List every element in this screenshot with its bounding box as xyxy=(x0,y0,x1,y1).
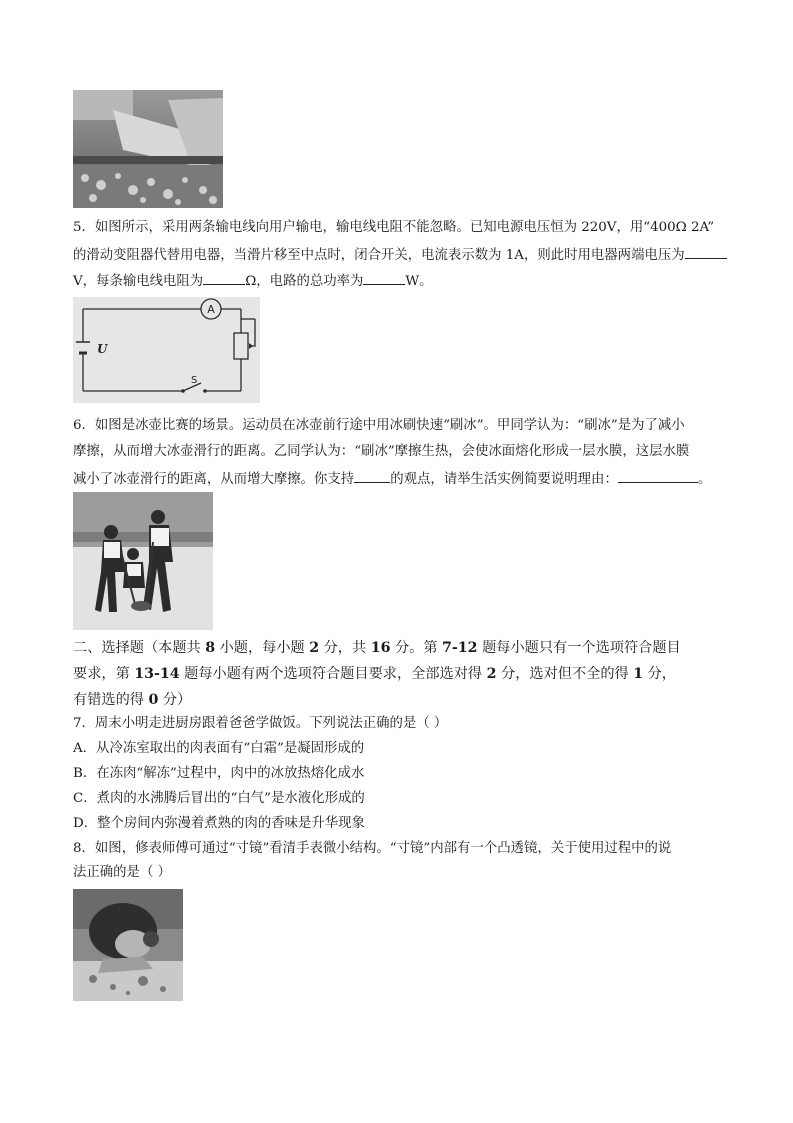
curling-photo xyxy=(73,492,213,630)
answer-blank-reason[interactable] xyxy=(618,468,698,483)
s2-text: 题每小题有两个选项符合题目要求，全部选对得 xyxy=(179,666,487,682)
answer-blank-power[interactable] xyxy=(363,270,405,285)
q6-line-3b: 的观点，请举生活实例简要说明理由： xyxy=(390,472,618,487)
s2-num: 0 xyxy=(148,692,159,708)
s2-text: 题每小题只有一个选项符合题目 xyxy=(477,640,681,656)
q5-line-3a: V，每条输电线电阻为 xyxy=(73,274,204,289)
q7-option-d[interactable]: D．整个房间内弥漫着煮熟的肉的香味是升华现象 xyxy=(73,816,365,831)
watchmaker-photo-graphic xyxy=(73,889,183,1001)
answer-blank-voltage[interactable] xyxy=(685,244,727,259)
q5-line-3b: Ω，电路的总功率为 xyxy=(245,274,364,289)
q6-line-3c: 。 xyxy=(697,472,712,487)
s2-text: 分。第 xyxy=(390,640,443,656)
s2-text: 分，共 xyxy=(319,640,371,656)
circuit-diagram xyxy=(73,297,260,403)
q5-line-3 xyxy=(73,270,433,292)
chopping-photo xyxy=(73,90,223,208)
q7-stem: 7．周末小明走进厨房跟着爸爸学做饭。下列说法正确的是（ ） xyxy=(73,716,448,731)
s2-num: 1 xyxy=(633,666,644,682)
q7-option-a[interactable]: A．从冷冻室取出的肉表面有“白霜”是凝固形成的 xyxy=(73,741,365,756)
q6-line-3 xyxy=(73,468,711,490)
s2-text: 二、选择题（本题共 xyxy=(73,640,206,656)
s2-text: 分） xyxy=(158,692,192,708)
s2-num: 2 xyxy=(486,666,497,682)
q7-option-b[interactable]: B．在冻肉“解冻”过程中，肉中的冰放热熔化成水 xyxy=(73,766,365,781)
s2-text: 分， xyxy=(643,666,676,682)
q6-line-2: 摩擦，从而增大冰壶滑行的距离。乙同学认为：“刷冰”摩擦生热，会使冰面熔化形成一层水膜，这层水膜 xyxy=(73,444,690,459)
source-label: U xyxy=(97,342,108,356)
q5-line-3c: W。 xyxy=(405,274,433,289)
answer-blank-viewpoint[interactable] xyxy=(354,468,390,483)
s2-num: 2 xyxy=(309,640,320,656)
curling-photo-graphic xyxy=(73,492,213,630)
q5-line-2 xyxy=(73,244,727,266)
section-2-line-2 xyxy=(73,662,676,686)
s2-text: 小题，每小题 xyxy=(215,640,310,656)
s2-text: 有错选的得 xyxy=(73,692,149,708)
s2-num: 8 xyxy=(205,640,216,656)
answer-blank-resistance[interactable] xyxy=(203,270,245,285)
watchmaker-photo xyxy=(73,889,183,1001)
q6-line-1: 6．如图是冰壶比赛的场景。运动员在冰壶前行途中用冰刷快速“刷冰”。甲同学认为：“刷冰”是为了减小 xyxy=(73,418,685,433)
circuit-graphic xyxy=(73,297,260,403)
s2-num: 16 xyxy=(370,640,391,656)
q8-line-1: 8．如图，修表师傅可通过“寸镜”看清手表微小结构。“寸镜”内部有一个凸透镜，关于使用过程中的说 xyxy=(73,841,672,856)
q5-line-1: 5．如图所示，采用两条输电线向用户输电，输电线电阻不能忽略。已知电源电压恒为 220V，用“400Ω 2A” xyxy=(73,220,715,235)
s2-num: 7-12 xyxy=(442,640,478,656)
switch-label: S xyxy=(191,375,198,386)
s2-text: 要求，第 xyxy=(73,666,135,682)
section-2-line-1 xyxy=(73,636,681,660)
s2-num: 13-14 xyxy=(134,666,180,682)
q6-line-3a: 减小了冰壶滑行的距离，从而增大摩擦。你支持 xyxy=(73,472,355,487)
section-2-line-3 xyxy=(73,688,191,712)
q8-line-2: 法正确的是（ ） xyxy=(73,865,171,880)
q5-line-2-text: 的滑动变阻器代替用电器，当滑片移至中点时，闭合开关，电流表示数为 1A，则此时用电器两端电压为 xyxy=(73,248,685,263)
s2-text: 分，选对但不全的得 xyxy=(496,666,634,682)
q7-option-c[interactable]: C．煮肉的水沸腾后冒出的“白气”是水液化形成的 xyxy=(73,791,365,806)
ammeter-label: A xyxy=(207,303,215,316)
chopping-photo-graphic xyxy=(73,90,223,208)
